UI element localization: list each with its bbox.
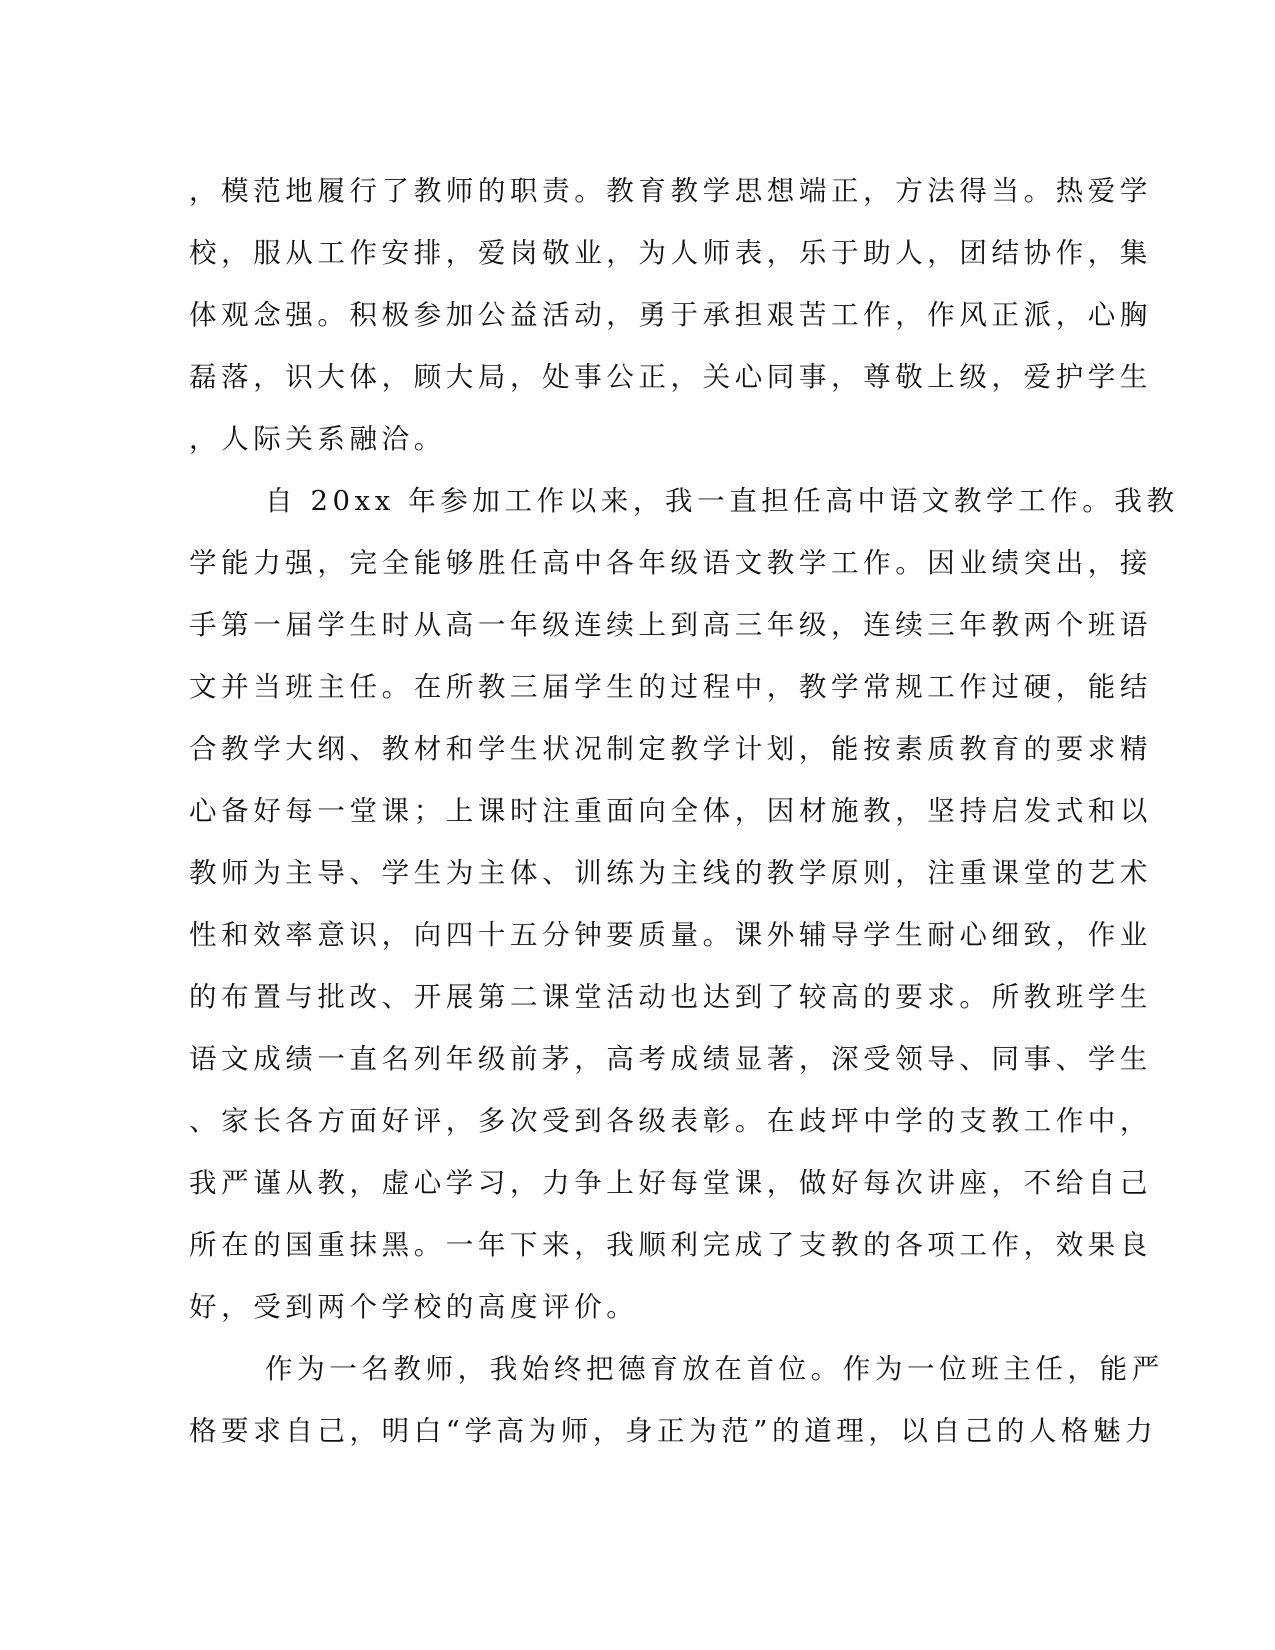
paragraph-line: 合教学大纲、教材和学生状况制定教学计划，能按素质教育的要求精 [189, 733, 1152, 765]
paragraph-line: ，人际关系融洽。 [189, 423, 446, 455]
paragraph-line: 体观念强。积极参加公益活动，勇于承担艰苦工作，作风正派，心胸 [189, 299, 1152, 331]
paragraph-line: 的布置与批改、开展第二课堂活动也达到了较高的要求。所教班学生 [189, 981, 1152, 1013]
paragraph-line: 作为一名教师，我始终把德育放在首位。作为一位班主任，能严 [265, 1353, 1164, 1385]
paragraph-line: 我严谨从教，虚心学习，力争上好每堂课，做好每次讲座，不给自己 [189, 1167, 1152, 1199]
paragraph-line: ，模范地履行了教师的职责。教育教学思想端正，方法得当。热爱学 [189, 175, 1152, 207]
body-text [189, 160, 1179, 1462]
paragraph-line: 语文成绩一直名列年级前茅，高考成绩显著，深受领导、同事、学生 [189, 1043, 1152, 1075]
paragraph-line: 自 20xx 年参加工作以来，我一直担任高中语文教学工作。我教 [265, 485, 1179, 517]
paragraph-line: 学能力强，完全能够胜任高中各年级语文教学工作。因业绩突出，接 [189, 547, 1152, 579]
paragraph-line: 校，服从工作安排，爱岗敬业，为人师表，乐于助人，团结协作，集 [189, 237, 1152, 269]
paragraph-line: 格要求自己，明白“学高为师，身正为范”的道理，以自己的人格魅力 [189, 1415, 1158, 1447]
paragraph-line: 好，受到两个学校的高度评价。 [189, 1291, 639, 1323]
paragraph-line: 教师为主导、学生为主体、训练为主线的教学原则，注重课堂的艺术 [189, 857, 1152, 889]
paragraph-3 [189, 1338, 1164, 1462]
paragraph-line: 所在的国重抹黑。一年下来，我顺利完成了支教的各项工作，效果良 [189, 1229, 1152, 1261]
paragraph-line: 性和效率意识，向四十五分钟要质量。课外辅导学生耐心细致，作业 [189, 919, 1152, 951]
paragraph-line: 心备好每一堂课；上课时注重面向全体，因材施教，坚持启发式和以 [189, 795, 1152, 827]
paragraph-line: 、家长各方面好评，多次受到各级表彰。在歧坪中学的支教工作中， [189, 1105, 1152, 1137]
paragraph-line: 手第一届学生时从高一年级连续上到高三年级，连续三年教两个班语 [189, 609, 1152, 641]
paragraph-line: 磊落，识大体，顾大局，处事公正，关心同事，尊敬上级，爱护学生 [189, 361, 1152, 393]
paragraph-1 [189, 160, 1152, 470]
paragraph-2 [189, 470, 1179, 1338]
paragraph-line: 文并当班主任。在所教三届学生的过程中，教学常规工作过硬，能结 [189, 671, 1152, 703]
